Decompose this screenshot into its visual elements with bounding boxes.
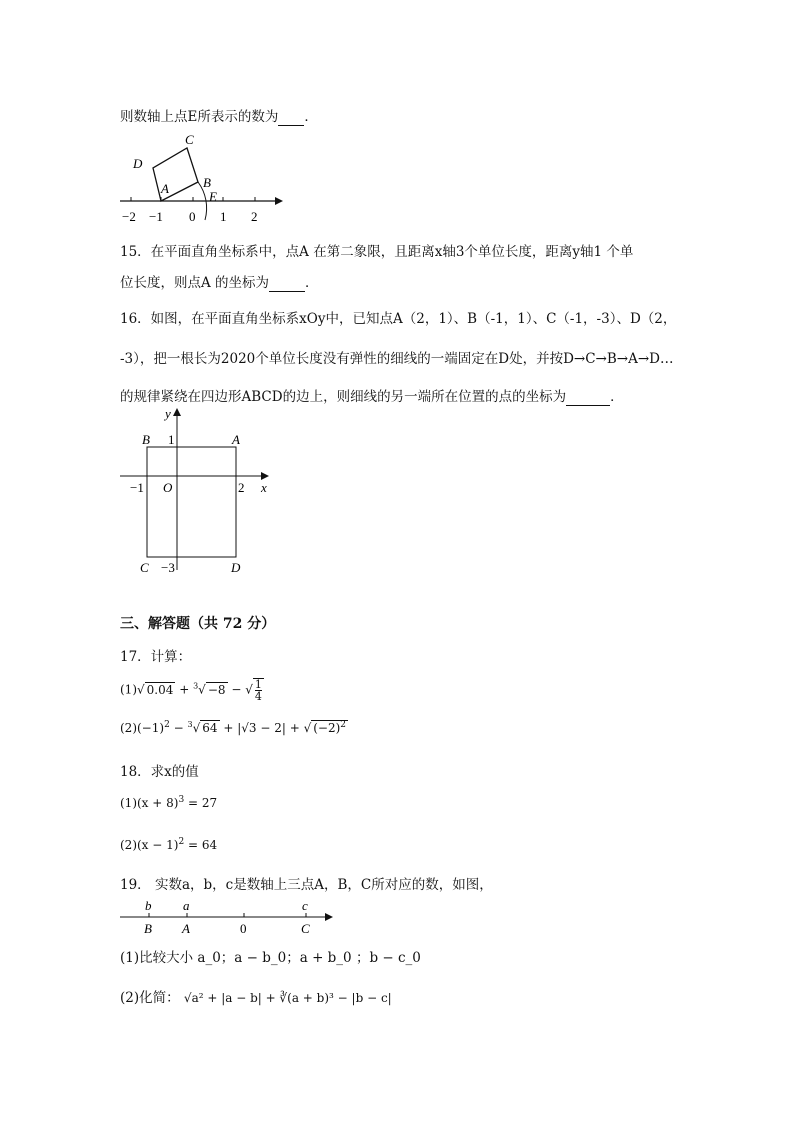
- origin-label: 0: [240, 921, 247, 936]
- point-label: B: [142, 432, 150, 447]
- exponent: 2: [178, 837, 185, 847]
- answer-blank: [566, 389, 610, 406]
- q17-part2: $(2)(-1)^2 - ^3√$ 64 + |√3 − 2| + √ $(-2)^2$: [120, 720, 347, 735]
- section-heading: 三、解答题（共 72 分）: [120, 616, 276, 632]
- equation-lhs: (1)(x + 8): [120, 796, 179, 810]
- part-label: (2): [120, 721, 137, 735]
- point-label: B: [203, 175, 211, 190]
- figure-q16: [115, 400, 275, 580]
- term: (−1): [137, 721, 165, 735]
- equation-rhs: = 27: [184, 796, 218, 810]
- point-label: A: [161, 181, 169, 196]
- part-label: (1): [120, 682, 137, 697]
- q15-line2: 位长度，则点A 的坐标为 ．: [120, 275, 319, 291]
- q16-line3-text: 的规律紧绕在四边形ABCD的边上，则细线的另一端所在位置的点的坐标为: [120, 389, 567, 405]
- x-axis-label: x: [261, 480, 267, 495]
- q16-line2: -3），把一根长为2020个单位长度没有弹性的细线的一端固定在D处，并按D→C→B→A→D…: [120, 351, 674, 367]
- exponent: 2: [340, 720, 347, 730]
- radicand: [311, 720, 348, 735]
- point-label: C: [301, 921, 310, 936]
- term: 3 − 2: [248, 721, 282, 735]
- term: (−2): [313, 721, 341, 735]
- q17-part1: (1)√ 0.04 + $^3$√ −8 − √ $\frac{1}{4}$: [120, 678, 262, 703]
- q19-part1: (1)比较大小 a_0；a − b_0；a + b_0 ；b − c_0: [120, 950, 421, 966]
- answer-blank: [269, 275, 305, 292]
- q16-line3: 的规律紧绕在四边形ABCD的边上，则细线的另一端所在位置的点的坐标为 ．: [120, 389, 624, 405]
- part-label: (2)化简：: [120, 990, 180, 1006]
- q14-text-body: 则数轴上点E所表示的数为: [120, 109, 279, 125]
- point-label: E: [209, 189, 217, 204]
- tick-label: 2: [238, 480, 245, 495]
- fraction: [253, 678, 264, 702]
- denominator: 4: [254, 690, 262, 703]
- exponent: 3: [178, 795, 185, 805]
- point-label: A: [232, 432, 240, 447]
- value-label: a: [183, 898, 190, 913]
- tick-label: −3: [161, 560, 175, 575]
- q18-part2: [120, 837, 217, 852]
- radicand: −8: [207, 682, 226, 697]
- tick-label: 1: [220, 209, 227, 224]
- radicand: 64: [202, 721, 218, 735]
- tick-label: 2: [251, 209, 258, 224]
- tick-label: 1: [168, 432, 175, 447]
- figure-q14: [115, 130, 285, 230]
- tick-label: −2: [122, 209, 136, 224]
- point-label: A: [182, 921, 190, 936]
- expression: √a² + |a − b| + ∛(a + b)³ − |b − c|: [183, 991, 392, 1005]
- numerator: 1: [254, 678, 262, 691]
- q18-title: 18．求x的值: [120, 764, 199, 780]
- tick-label: 0: [189, 209, 196, 224]
- point-label: D: [231, 560, 241, 575]
- tick-label: −1: [130, 480, 144, 495]
- point-label: C: [140, 560, 149, 575]
- point-label: C: [185, 132, 194, 147]
- q18-part1: [120, 795, 217, 810]
- y-axis-label: y: [165, 406, 171, 421]
- q16-line1: 16．如图，在平面直角坐标系xOy中，已知点A（2，1）、B（-1，1）、C（-1，-3）、D（2，: [120, 311, 677, 327]
- q14-text: 则数轴上点E所表示的数为 ．: [120, 109, 318, 125]
- answer-blank: [278, 109, 304, 126]
- value-label: c: [302, 898, 308, 913]
- equation-rhs: = 64: [184, 838, 218, 852]
- q15-line2-text: 位长度，则点A 的坐标为: [120, 275, 270, 291]
- q15-line1: 15．在平面直角坐标系中，点A 在第二象限，且距离x轴3个单位长度，距离y轴1 个单: [120, 244, 634, 260]
- figure-q19: [115, 895, 345, 940]
- point-label: B: [144, 921, 152, 936]
- origin-label: O: [163, 480, 173, 495]
- radicand: 0.04: [146, 682, 174, 697]
- q17-title: 17．计算：: [120, 649, 192, 665]
- q19-part2: [120, 986, 392, 1006]
- equation-lhs: (2)(x − 1): [120, 838, 179, 852]
- q19-title: 19． 实数a，b，c是数轴上三点A，B，C所对应的数，如图，: [120, 877, 493, 893]
- exponent: 2: [164, 720, 170, 730]
- tick-label: −1: [149, 209, 163, 224]
- value-label: b: [145, 898, 152, 913]
- point-label: D: [133, 156, 143, 171]
